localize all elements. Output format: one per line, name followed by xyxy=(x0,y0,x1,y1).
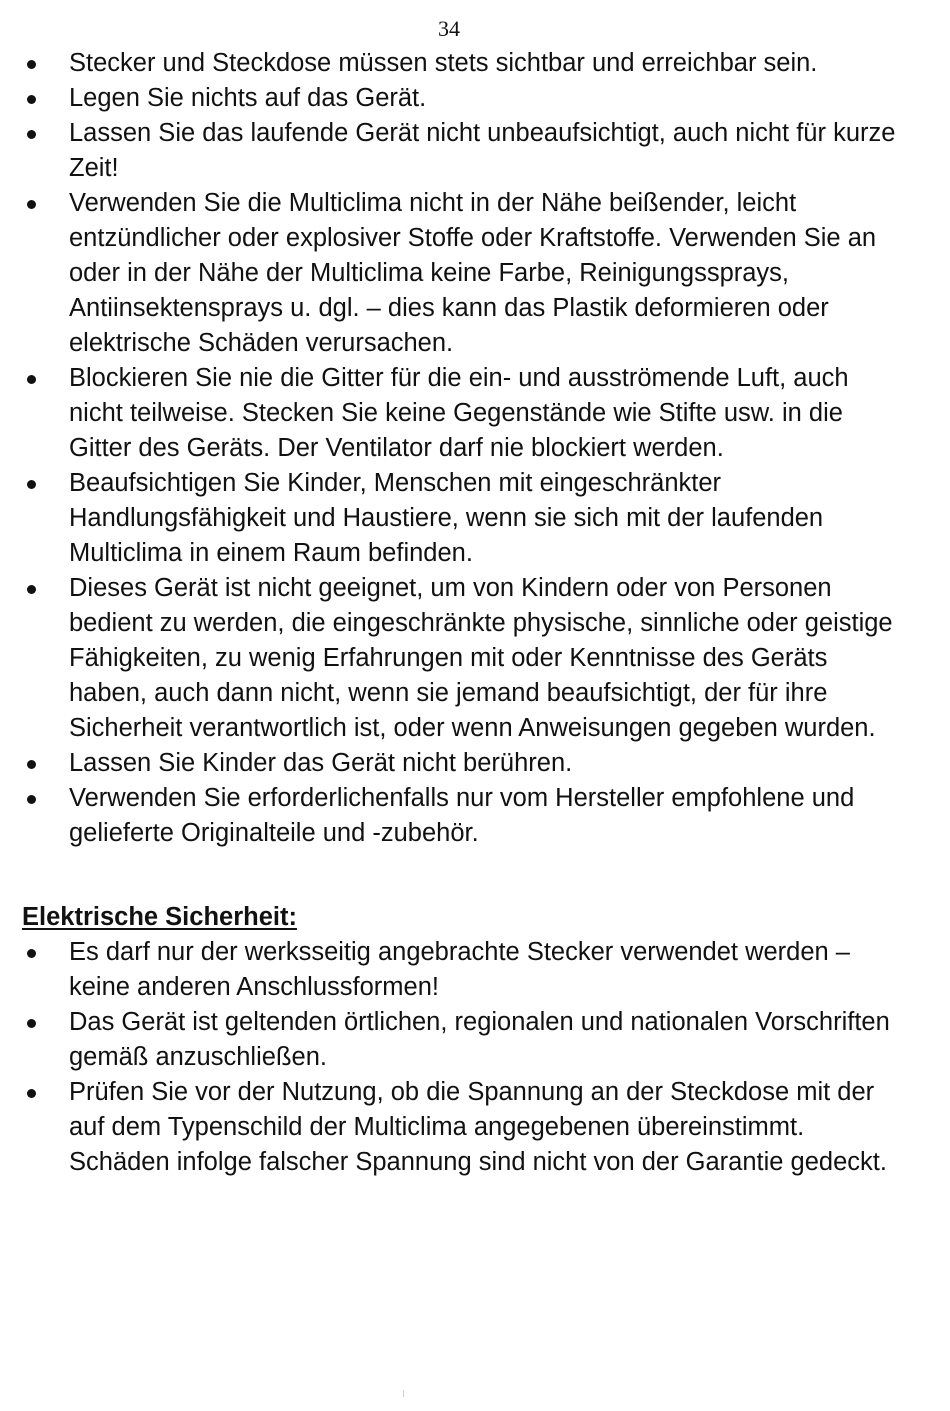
list-item xyxy=(22,571,902,746)
list-item-text: Verwenden Sie erforderlichenfalls nur vom Hersteller empfohlene und gelieferte Originalteile und -zubehör. xyxy=(69,784,855,847)
list-item-text: Prüfen Sie vor der Nutzung, ob die Spannung an der Steckdose mit der auf dem Typenschild der Multiclima angegebenen übereinstimmt. Schäden infolge falscher Spannung sind nicht von der Garantie gedeckt. xyxy=(69,1078,887,1176)
list-item xyxy=(22,935,902,1005)
list-item xyxy=(22,186,902,361)
list-item xyxy=(22,1005,902,1075)
bullet-icon xyxy=(27,795,36,804)
bullet-icon xyxy=(27,585,36,594)
bullet-icon xyxy=(27,200,36,209)
list-item-text: Beaufsichtigen Sie Kinder, Menschen mit eingeschränkter Handlungsfähigkeit und Haustiere, wenn sie sich mit der laufenden Multiclima in einem Raum befinden. xyxy=(69,469,824,567)
electrical-safety-list xyxy=(22,935,902,1180)
list-item xyxy=(22,466,902,571)
bullet-icon xyxy=(27,760,36,769)
list-item-text: Lassen Sie das laufende Gerät nicht unbeaufsichtigt, auch nicht für kurze Zeit! xyxy=(69,119,896,182)
list-item-text: Dieses Gerät ist nicht geeignet, um von Kindern oder von Personen bedient zu werden, die eingeschränkte physische, sinnliche oder geistige Fähigkeiten, zu wenig Erfahrungen mit oder Kenntnisse des Geräts haben, auch dann nicht, wenn sie jemand beaufsichtigt, der für ihre Sicherheit verantwortlich ist, oder wenn Anweisungen gegeben wurden. xyxy=(69,574,893,742)
list-item-text: Blockieren Sie nie die Gitter für die ein- und ausströmende Luft, auch nicht teilweise. Stecken Sie keine Gegenstände wie Stifte usw. in die Gitter des Geräts. Der Ventilator darf nie blockiert werden. xyxy=(69,364,849,462)
page-content xyxy=(22,46,902,1180)
list-item xyxy=(22,1075,902,1180)
bullet-icon xyxy=(27,60,36,69)
list-item xyxy=(22,116,902,186)
section-heading: Elektrische Sicherheit: xyxy=(22,903,297,931)
bullet-icon xyxy=(27,1019,36,1028)
list-item-text: Legen Sie nichts auf das Gerät. xyxy=(69,84,427,112)
bullet-icon xyxy=(27,480,36,489)
list-item-text: Lassen Sie Kinder das Gerät nicht berühren. xyxy=(69,749,573,777)
scan-mark xyxy=(403,1390,404,1397)
safety-list xyxy=(22,46,902,851)
list-item-text: Das Gerät ist geltenden örtlichen, regionalen und nationalen Vorschriften gemäß anzuschließen. xyxy=(69,1008,890,1071)
list-item xyxy=(22,46,902,81)
list-item-text: Es darf nur der werksseitig angebrachte Stecker verwendet werden – keine anderen Anschlussformen! xyxy=(69,938,850,1001)
bullet-icon xyxy=(27,1089,36,1098)
bullet-icon xyxy=(27,949,36,958)
bullet-icon xyxy=(27,95,36,104)
page-number: 34 xyxy=(438,16,460,41)
list-item xyxy=(22,781,902,851)
list-item xyxy=(22,81,902,116)
bullet-icon xyxy=(27,375,36,384)
bullet-icon xyxy=(27,130,36,139)
list-item xyxy=(22,746,902,781)
list-item-text: Stecker und Steckdose müssen stets sichtbar und erreichbar sein. xyxy=(69,49,818,77)
list-item-text: Verwenden Sie die Multiclima nicht in der Nähe beißender, leicht entzündlicher oder explosiver Stoffe oder Kraftstoffe. Verwenden Sie an oder in der Nähe der Multiclima keine Farbe, Reinigungssprays, Antiinsektensprays u. dgl. – dies kann das Plastik deformieren oder elektrische Schäden verursachen. xyxy=(69,189,877,357)
list-item xyxy=(22,361,902,466)
